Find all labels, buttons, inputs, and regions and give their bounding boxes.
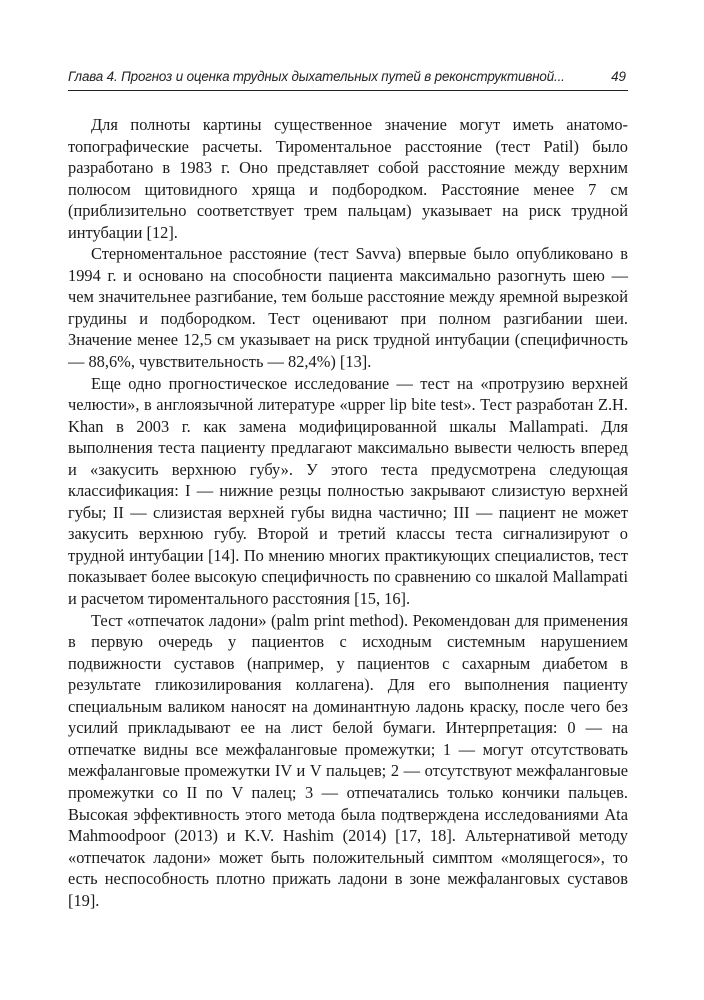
- paragraph-4: Тест «отпечаток ладони» (palm print method). Рекомендован для применения в первую очередь у пациентов с исходным системным нарушением подвижности суставов (например, у пациентов с сахарным диабетом в результате гликозилирования коллагена). Для его выполнения пациенту специальным валиком наносят на доминантную ладонь краску, после чего без усилий прикладывают ее на лист белой бумаги. Интерпретация: 0 — на отпечатке видны все межфаланговые промежутки; 1 — могут отсутствовать межфаланговые промежутки IV и V пальцев; 2 — отсутствуют межфаланговые промежутки со II по V палец; 3 — отпечатались только кончики пальцев. Высокая эффективность этого метода была подтверждена исследованиями Ata Mahmoodpoor (2013) и K.V. Hashim (2014) [17, 18]. Альтернативой методу «отпечаток ладони» может быть положительный симптом «молящегося», то есть неспособность плотно прижать ладони в зоне межфаланговых суставов [19].: [68, 610, 628, 910]
- running-header: [68, 66, 628, 91]
- page-number: 49: [611, 69, 626, 84]
- paragraph-2: Стерноментальное расстояние (тест Savva) впервые было опубликовано в 1994 г. и основано на способности пациента максимально разогнуть шею — чем значительнее разгибание, тем больше расстояние между яремной вырезкой грудины и подбородком. Тест оценивают при полном разгибании шеи. Значение менее 12,5 см указывает на риск трудной интубации (специфичность — 88,6%, чувствительность — 82,4%) [13].: [68, 244, 628, 372]
- paragraph-3: Еще одно прогностическое исследование — тест на «протрузию верхней челюсти», в англоязычной литературе «upper lip bite test». Тест разработан Z.H. Khan в 2003 г. как замена модифицированной шкалы Mallampati. Для выполнения теста пациенту предлагают максимально вывести челюсть вперед и «закусить верхнюю губу». У этого теста предусмотрена следующая классификация: I — нижние резцы полностью закрывают слизистую верхней губы; II — слизистая верхней губы видна частично; III — пациент не может закусить верхнюю губу. Второй и третий классы теста сигнализируют о трудной интубации [14]. По мнению многих практикующих специалистов, тест показывает более высокую специфичность по сравнению со шкалой Mallampati и расчетом тироментального расстояния [15, 16].: [68, 373, 628, 609]
- body-text: [68, 114, 628, 911]
- paragraph-1: Для полноты картины существенное значение могут иметь анатомо-топографические расчеты. Тироментальное расстояние (тест Patil) было разработано в 1983 г. Оно представляет собой расстояние между верхним полюсом щитовидного хряща и подбородком. Расстояние менее 7 см (приблизительно соответствует трем пальцам) указывает на риск трудной интубации [12].: [68, 115, 628, 242]
- chapter-title: Глава 4. Прогноз и оценка трудных дыхательных путей в реконструктивной...: [68, 69, 565, 84]
